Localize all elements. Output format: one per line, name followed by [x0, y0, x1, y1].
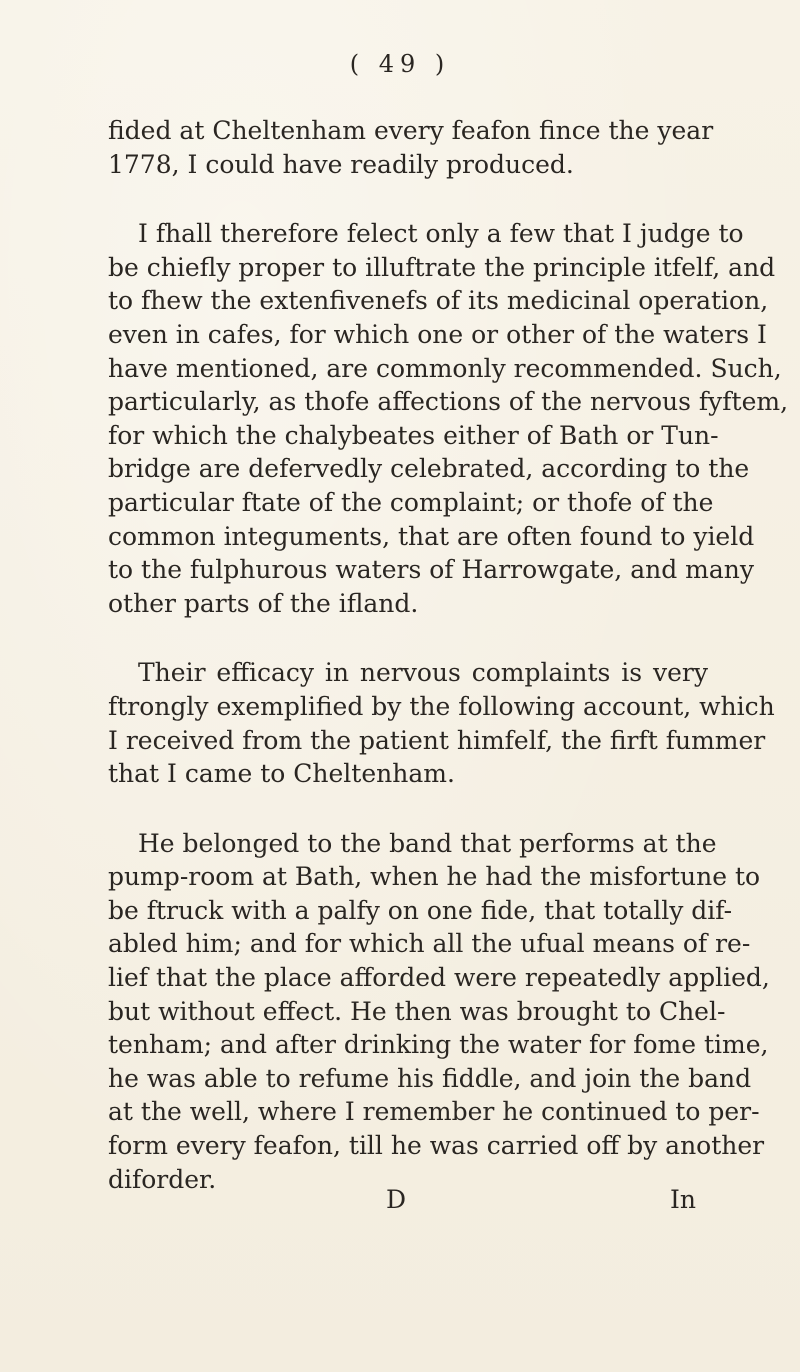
- text-line: common integuments, that are often found to yield: [108, 521, 755, 551]
- text-line: other parts of the ifland.: [108, 588, 419, 618]
- text-line: abled him; and for which all the ufual means of re-: [108, 929, 751, 959]
- text-line: particularly, as thofe affections of the nervous fyftem,: [108, 387, 789, 417]
- text-line: he was able to refume his fiddle, and join the band: [108, 1063, 752, 1093]
- text-line: fided at Cheltenham every feafon fince the year: [108, 116, 714, 145]
- text-line: I fhall therefore felect only a few that I judge to: [138, 219, 744, 249]
- text-line: form every feafon, till he was carried off by another: [108, 1131, 765, 1161]
- page-number: ( 49 ): [349, 50, 451, 78]
- text-line: 1778, I could have readily produced.: [108, 149, 574, 179]
- text-line: He belonged to the band that performs at the: [138, 828, 717, 858]
- text-line: even in cafes, for which one or other of the waters I: [108, 319, 767, 349]
- text-line: pump-room at Bath, when he had the misfortune to: [108, 862, 761, 892]
- text-line: bridge are defervedly celebrated, according to the: [108, 454, 750, 484]
- paragraph-1: [108, 114, 714, 181]
- signature-mark: D: [386, 1185, 407, 1214]
- paragraph-2: [108, 217, 789, 620]
- text-line: to the fulphurous waters of Harrowgate, and many: [108, 555, 754, 585]
- text-line: be chiefly proper to illuftrate the principle itfelf, and: [108, 252, 776, 282]
- catchword: In: [670, 1185, 696, 1214]
- text-line: Their efficacy in nervous complaints is very: [138, 658, 708, 688]
- text-line: be ftruck with a palfy on one fide, that totally dif-: [108, 895, 733, 925]
- text-line: ftrongly exemplified by the following account, which: [108, 691, 775, 721]
- paragraph-4: [108, 827, 770, 1197]
- text-line: that I came to Cheltenham.: [108, 759, 455, 789]
- text-line: to fhew the extenfivenefs of its medicinal operation,: [108, 286, 769, 316]
- text-line: tenham; and after drinking the water for fome time,: [108, 1030, 769, 1060]
- text-line: lief that the place afforded were repeatedly applied,: [108, 963, 770, 993]
- text-line: at the well, where I remember he continued to per-: [108, 1097, 760, 1127]
- text-line: I received from the patient himfelf, the firft fummer: [108, 725, 766, 755]
- body-text: [108, 114, 789, 1196]
- paragraph-3: [108, 656, 775, 790]
- text-line: for which the chalybeates either of Bath or Tun-: [108, 420, 719, 450]
- text-line: diforder.: [108, 1164, 217, 1194]
- text-line: particular ftate of the complaint; or thofe of the: [108, 487, 714, 517]
- text-line: but without effect. He then was brought to Chel-: [108, 996, 726, 1026]
- text-line: have mentioned, are commonly recommended. Such,: [108, 353, 782, 383]
